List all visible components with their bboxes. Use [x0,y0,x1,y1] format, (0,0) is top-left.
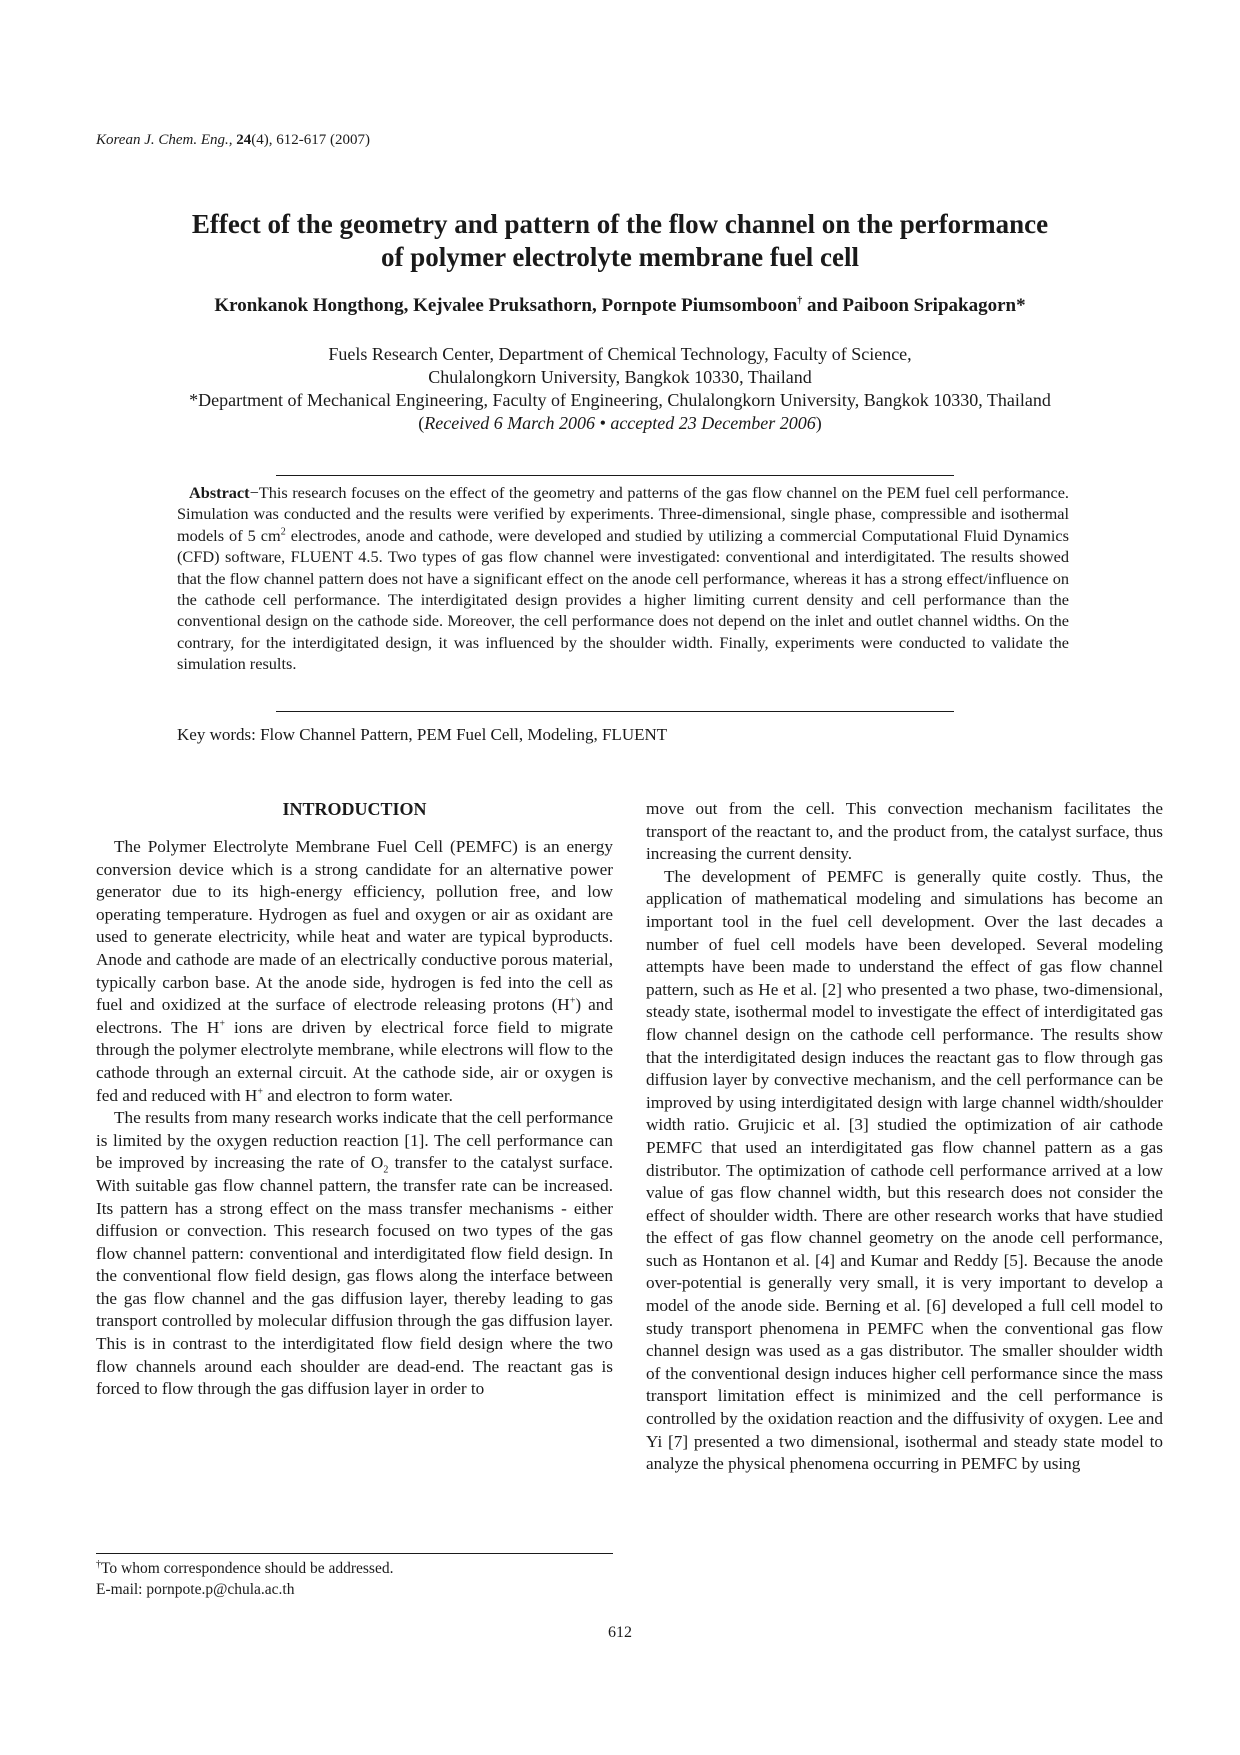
subscript-two: 2 [383,1164,389,1176]
page-number: 612 [608,1624,632,1641]
abstract-top-rule [276,475,954,476]
intro-p1-text-a: The Polymer Electrolyte Membrane Fuel Cell (PEMFC) is an energy conversion device which is a strong candidate for an alternative power generator due to its high-energy efficiency, pollution free, and low operating temperature. Hydrogen as fuel and oxygen or air as oxidant are used to generate electricity, while heat and water are typical byproducts. Anode and cathode are made of an electrically conductive porous material, typically carbon base. At the anode side, hydrogen is fed into the cell as fuel and oxidized at the surface of electrode releasing protons (H [96,837,613,1015]
footnote [96,1558,613,1600]
abstract-bottom-rule [276,711,954,712]
intro-p1-text-c: ions are driven by electrical force field to migrate through the polymer electrolyte membrane, while electrons will flow to the cathode through an external circuit. At the cathode side, air or oxygen is fed and reduced with H [96,1017,613,1105]
section-heading-introduction: INTRODUCTION [282,799,427,819]
journal-issue-pages: (4), 612-617 (2007) [251,132,370,148]
keywords: Key words: Flow Channel Pattern, PEM Fuel Cell, Modeling, FLUENT [177,725,668,744]
authors-part-2: and Paiboon Sripakagorn* [802,295,1026,316]
abstract [177,482,1069,675]
affiliation-line-3: *Department of Mechanical Engineering, Faculty of Engineering, Chulalongkorn University, Bangkok 10330, Thailand [189,390,1051,410]
abstract-label: Abstract [189,483,250,502]
superscript-plus: + [219,1018,225,1030]
intro-paragraph-2-continued: move out from the cell. This convection mechanism facilitates the transport of the reactant to, and the product from, the catalyst surface, thus increasing the current density. [646,799,1163,864]
title-line-2: of polymer electrolyte membrane fuel cell [380,242,860,272]
right-column [646,798,1163,1476]
affiliation-line-2: Chulalongkorn University, Bangkok 10330, Thailand [428,367,812,387]
abstract-superscript: 2 [280,526,286,538]
abstract-text-a: This research focuses on the effect of the geometry and patterns of the gas flow channel on the PEM fuel cell performance. Simulation was conducted and the results were verified by experiments. Three-dimensional, single phase, compressible and isothermal models of 5 cm [177,483,1069,545]
intro-p2-text-a: The results from many research works indicate that the cell performance is limited by the oxygen reduction reaction [1]. The cell performance can be improved by increasing the rate of O [96,1108,613,1173]
authors-part-1: Kronkanok Hongthong, Kejvalee Pruksathorn, Pornpote Piumsomboon [214,295,798,316]
footnote-line-1 [96,1558,613,1579]
abstract-text-b: electrodes, anode and cathode, were developed and studied by utilizing a commercial Computational Fluid Dynamics (CFD) software, FLUENT 4.5. Two types of gas flow channel were investigated: conventional and interdigitated. The results showed that the flow channel pattern does not have a significant effect on the anode cell performance, whereas it has a strong effect/influence on the cathode cell performance. The interdigitated design provides a higher limiting current density and cell performance than the conventional design on the cathode side. Moreover, the cell performance does not depend on the inlet and outlet channel widths. On the contrary, for the interdigitated design, it was influenced by the shoulder width. Finally, experiments were conducted to validate the simulation results. [177,525,1069,674]
footnote-dagger: † [96,1558,101,1570]
footnote-text-1: To whom correspondence should be addressed. [101,1560,394,1577]
intro-p2-text-b: transfer to the catalyst surface. With suitable gas flow channel pattern, the transfer rate can be increased. Its pattern has a strong effect on the mass transfer mechanisms - either diffusion or convection. This research focused on two types of the gas flow channel pattern: conventional and interdigitated flow field design. In the conventional flow field design, gas flows along the interface between the gas flow channel and the gas diffusion layer, thereby leading to gas transport controlled by molecular diffusion through the gas diffusion layer. This is in contrast to the interdigitated flow field design where the two flow channels around each shoulder are dead-end. The reactant gas is forced to flow through the gas diffusion layer in order to [96,1153,613,1399]
title-line-1: Effect of the geometry and pattern of the flow channel on the performance [191,209,1049,239]
intro-paragraph-2 [96,1107,613,1401]
affiliations [96,343,1144,435]
intro-p1-text-d: and electron to form water. [262,1085,453,1105]
intro-p1-text-b: ) and electrons. The H [96,995,613,1037]
journal-volume: 24 [236,132,252,148]
paper-title [96,208,1144,274]
received-text: Received 6 March 2006 • accepted 23 December 2006 [424,413,816,433]
abstract-dash: − [249,483,259,502]
superscript-plus: + [257,1085,263,1097]
intro-paragraph-1 [96,836,613,1107]
left-column [96,798,613,1401]
received-dates: (Received 6 March 2006 • accepted 23 December 2006) [418,413,822,433]
journal-name: Korean J. Chem. Eng. [96,132,229,148]
journal-citation: Korean J. Chem. Eng., 24(4), 612-617 (2007) [96,132,370,148]
superscript-plus: + [569,995,576,1007]
affiliation-line-1: Fuels Research Center, Department of Chemical Technology, Faculty of Science, [328,344,912,364]
footnote-rule [96,1553,613,1554]
author-list [96,295,1144,317]
dagger-mark: † [797,295,803,307]
footnote-email: E-mail: pornpote.p@chula.ac.th [96,1581,295,1598]
intro-paragraph-3: The development of PEMFC is generally quite costly. Thus, the application of mathematical modeling and simulations has become an important tool in the fuel cell development. Over the last decades a number of fuel cell models have been developed. Several modeling attempts have been made to understand the effect of gas flow channel pattern, such as He et al. [2] who presented a two phase, two-dimensional, steady state, isothermal model to investigate the effect of interdigitated gas flow channel design on the cathode cell performance. The results show that the interdigitated design induces the reactant gas to flow through gas diffusion layer by convective mechanism, and the cell performance can be improved by using interdigitated design with large channel width/shoulder width ratio. Grujicic et al. [3] studied the optimization of air cathode PEMFC that used an interdigitated gas flow channel pattern as a gas distributor. The optimization of cathode cell performance arrived at a low value of gas flow channel width, but this research does not consider the effect of shoulder width. There are other research works that have studied the effect of gas flow channel geometry on the anode cell performance, such as Hontanon et al. [4] and Kumar and Reddy [5]. Because the anode over-potential is generally very small, it is very important to develop a model of the anode side. Berning et al. [6] developed a full cell model to study transport phenomena in PEMFC when the conventional gas flow channel design was used as a gas distributor. The smaller shoulder width of the conventional design induces higher cell performance since the mass transport limitation effect is minimized and the cell performance is controlled by the oxidation reaction and the diffusivity of oxygen. Lee and Yi [7] presented a two dimensional, isothermal and steady state model to analyze the physical phenomena occurring in PEMFC by using [646,866,1163,1474]
